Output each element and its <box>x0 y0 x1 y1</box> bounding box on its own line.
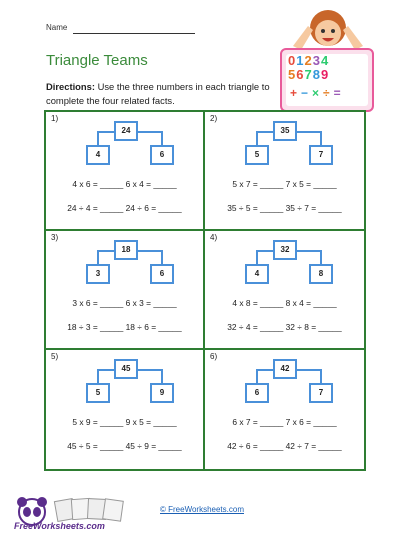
triangle-right-number: 7 <box>309 383 333 403</box>
division-facts[interactable]: 24 ÷ 4 = _____ 24 ÷ 6 = _____ <box>67 203 182 213</box>
triangle-top-number: 35 <box>273 121 297 141</box>
division-facts[interactable]: 32 ÷ 4 = _____ 32 ÷ 8 = _____ <box>227 322 342 332</box>
triangle-right-number: 9 <box>150 383 174 403</box>
number-board <box>280 48 374 112</box>
triangle-top-number: 24 <box>114 121 138 141</box>
division-facts[interactable]: 45 ÷ 5 = _____ 45 ÷ 9 = _____ <box>67 441 182 451</box>
multiplication-facts[interactable]: 5 x 7 = _____ 7 x 5 = _____ <box>232 179 337 189</box>
triangle-left-number: 5 <box>245 145 269 165</box>
problem-number: 2) <box>210 114 218 123</box>
problem-grid <box>44 110 366 471</box>
problem-number: 5) <box>51 352 59 361</box>
triangle-right-number: 6 <box>150 264 174 284</box>
problem-number: 3) <box>51 233 59 242</box>
triangle-right-number: 8 <box>309 264 333 284</box>
multiplication-facts[interactable]: 6 x 7 = _____ 7 x 6 = _____ <box>232 417 337 427</box>
problem-cell <box>46 231 205 350</box>
multiplication-facts[interactable]: 5 x 9 = _____ 9 x 5 = _____ <box>72 417 177 427</box>
directions <box>46 80 276 108</box>
board-digits-row1: 01234 <box>288 53 330 68</box>
board-digits-row2: 56789 <box>288 67 330 82</box>
multiplication-facts[interactable]: 4 x 6 = _____ 6 x 4 = _____ <box>72 179 177 189</box>
triangle-left-number: 5 <box>86 383 110 403</box>
division-facts[interactable]: 35 ÷ 5 = _____ 35 ÷ 7 = _____ <box>227 203 342 213</box>
division-facts[interactable]: 18 ÷ 3 = _____ 18 ÷ 6 = _____ <box>67 322 182 332</box>
board-operators: +−×÷= <box>290 86 345 100</box>
triangle-top-number: 42 <box>273 359 297 379</box>
multiplication-facts[interactable]: 4 x 8 = _____ 8 x 4 = _____ <box>232 298 337 308</box>
problem-cell <box>205 112 364 231</box>
name-label: Name <box>46 23 68 32</box>
triangle-top-number: 18 <box>114 240 138 260</box>
triangle-top-number: 32 <box>273 240 297 260</box>
triangle-left-number: 4 <box>86 145 110 165</box>
triangle-top-number: 45 <box>114 359 138 379</box>
board-digits <box>288 54 329 82</box>
triangle-left-number: 4 <box>245 264 269 284</box>
logo-text: FreeWorksheets.com <box>14 521 105 531</box>
directions-text: Use the three numbers in each triangle to complete the four related facts. <box>46 81 270 106</box>
triangle-right-number: 7 <box>309 145 333 165</box>
triangle-left-number: 6 <box>245 383 269 403</box>
footer-copyright-link[interactable]: © FreeWorksheets.com <box>160 505 244 514</box>
directions-label: Directions: <box>46 81 95 92</box>
worksheet-title: Triangle Teams <box>46 52 148 69</box>
problem-cell <box>205 350 364 469</box>
triangle-right-number: 6 <box>150 145 174 165</box>
name-blank-line[interactable] <box>73 33 195 34</box>
triangle-left-number: 3 <box>86 264 110 284</box>
problem-cell <box>205 231 364 350</box>
multiplication-facts[interactable]: 3 x 6 = _____ 6 x 3 = _____ <box>72 298 177 308</box>
problem-number: 6) <box>210 352 218 361</box>
problem-cell <box>46 350 205 469</box>
problem-number: 4) <box>210 233 218 242</box>
problem-number: 1) <box>51 114 59 123</box>
problem-cell <box>46 112 205 231</box>
division-facts[interactable]: 42 ÷ 6 = _____ 42 ÷ 7 = _____ <box>227 441 342 451</box>
